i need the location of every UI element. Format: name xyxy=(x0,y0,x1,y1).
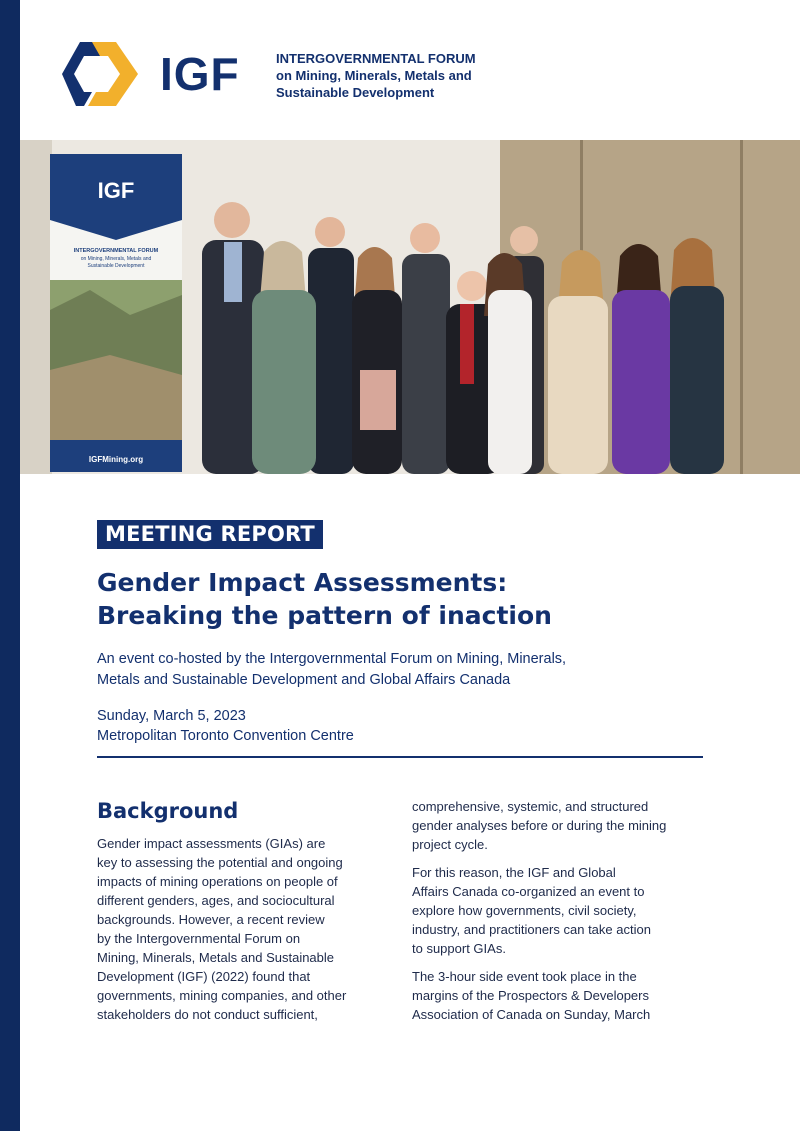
body-line: Development (IGF) (2022) found that xyxy=(97,969,311,984)
event-meta xyxy=(97,706,737,746)
banner-forum-line: Sustainable Development xyxy=(87,263,145,269)
body-line: margins of the Prospectors & Developers xyxy=(412,988,649,1003)
body-line: to support GIAs. xyxy=(412,941,506,956)
left-accent-bar xyxy=(0,0,20,1131)
body-line: stakeholders do not conduct sufficient, xyxy=(97,1007,318,1022)
event-date: Sunday, March 5, 2023 xyxy=(97,708,246,724)
body-line: comprehensive, systemic, and structured xyxy=(412,799,649,814)
igf-logo-icon xyxy=(60,38,140,110)
body-line: For this reason, the IGF and Global xyxy=(412,865,616,880)
divider xyxy=(97,756,703,758)
forum-name-line: INTERGOVERNMENTAL FORUM xyxy=(276,51,476,66)
title-line: Breaking the pattern of inaction xyxy=(97,601,552,630)
forum-name xyxy=(276,50,536,101)
forum-name-line: Sustainable Development xyxy=(276,85,435,100)
forum-name-line: on Mining, Minerals, Metals and xyxy=(276,68,472,83)
igf-banner-stand xyxy=(50,154,182,472)
section-heading-background: Background xyxy=(97,799,239,823)
body-paragraph xyxy=(412,797,712,854)
meeting-report-badge: MEETING REPORT xyxy=(97,520,323,549)
body-line: gender analyses before or during the mining xyxy=(412,818,667,833)
event-venue: Metropolitan Toronto Convention Centre xyxy=(97,728,354,744)
logo-wordmark: IGF xyxy=(160,48,240,100)
body-paragraph xyxy=(412,967,712,1024)
body-line: Association of Canada on Sunday, March xyxy=(412,1007,651,1022)
group-photo-illustration xyxy=(20,140,800,474)
body-line: project cycle. xyxy=(412,837,488,852)
group-photo xyxy=(20,140,800,474)
body-line: Affairs Canada co-organized an event to xyxy=(412,884,645,899)
subtitle-line: Metals and Sustainable Development and Global Affairs Canada xyxy=(97,672,511,688)
body-line: by the Intergovernmental Forum on xyxy=(97,931,301,946)
body-line: The 3-hour side event took place in the xyxy=(412,969,637,984)
body-line: governments, mining companies, and other xyxy=(97,988,347,1003)
event-subtitle xyxy=(97,649,737,691)
body-line: key to assessing the potential and ongoing xyxy=(97,855,343,870)
banner-url: IGFMining.org xyxy=(88,455,144,464)
body-line: Mining, Minerals, Metals and Sustainable xyxy=(97,950,335,965)
title-line: Gender Impact Assessments: xyxy=(97,568,508,597)
body-line: explore how governments, civil society, xyxy=(412,903,637,918)
body-column-left xyxy=(97,834,397,1024)
body-paragraph xyxy=(412,863,712,958)
banner-logo: IGF xyxy=(97,178,135,203)
banner-forum-line: INTERGOVERNMENTAL FORUM xyxy=(73,248,159,254)
body-line: backgrounds. However, a recent review xyxy=(97,912,325,927)
banner-forum-line: on Mining, Minerals, Metals and xyxy=(80,256,152,262)
subtitle-line: An event co-hosted by the Intergovernmental Forum on Mining, Minerals, xyxy=(97,651,567,667)
body-line: industry, and practitioners can take action xyxy=(412,922,651,937)
body-line: Gender impact assessments (GIAs) are xyxy=(97,836,326,851)
page-title xyxy=(97,566,737,632)
body-line: impacts of mining operations on people of xyxy=(97,874,338,889)
body-column-right xyxy=(412,797,712,1033)
body-line: different genders, ages, and sociocultural xyxy=(97,893,335,908)
